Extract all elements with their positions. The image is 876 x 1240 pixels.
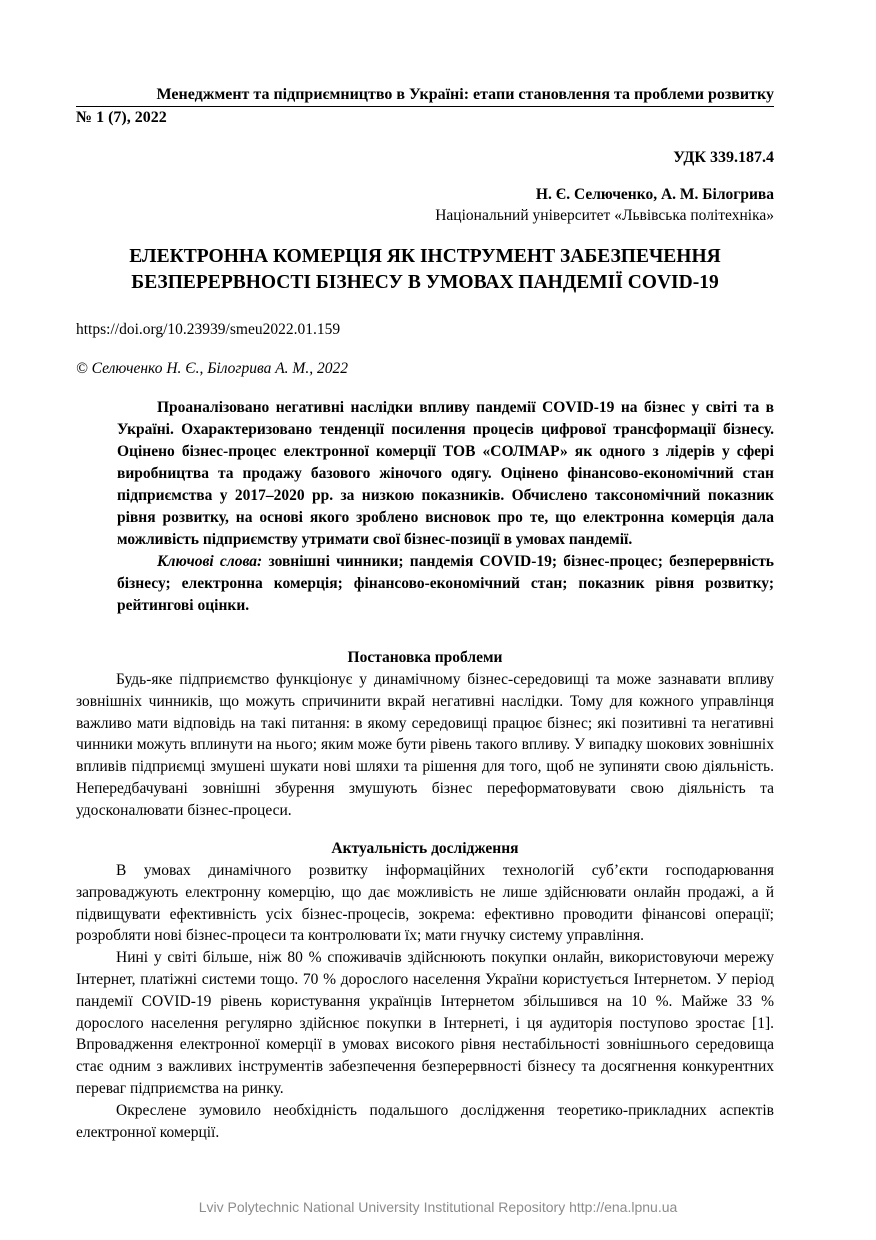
issue-number: № 1 (7), 2022 [76,109,167,126]
paragraph: В умовах динамічного розвитку інформаційних технологій суб’єкти господарювання запроваджують електронну комерцію, що дає можливість не лише здійснювати онлайн продажі, а й підвищувати ефективність усіх бізнес-процесів, зокрема: ефективно проводити фінансові операції; розробляти нові бізнес-процеси та контролювати їх; мати гнучку систему управління. [76,862,774,945]
udk-code: УДК 339.187.4 [673,149,774,166]
abstract [117,397,774,617]
section-heading-problem: Постановка проблеми [347,649,503,666]
doi-link[interactable]: https://doi.org/10.23939/smeu2022.01.159 [76,321,341,338]
section-body-relevance [76,860,774,1143]
keywords [117,551,774,617]
copyright: © Селюченко Н. Є., Білогрива А. М., 2022 [76,360,348,377]
keywords-text: зовнішні чинники; пандемія COVID-19; бізнес-процес; безперервність бізнесу; електронна комерція; фінансово-економічний стан; показник рівня розвитку; рейтингові оцінки. [117,553,775,614]
paragraph: Нині у світі більше, ніж 80 % споживачів здійснюють покупки онлайн, використовуючи мережу Інтернет, платіжні системи тощо. 70 % дорослого населення України користується Інтернетом. У період пандемії COVID-19 рівень користування українців Інтернетом збільшився на 10 %. Майже 33 % дорослого населення регулярно здійснює покупки в Інтернеті, і ця аудиторія поступово зростає [1]. Впровадження електронної комерції в умовах високого рівня нестабільності зовнішнього середовища стає одним з важливих інструментів забезпечення безперервності бізнесу та досягнення конкурентних переваг підприємства на ринку. [76,949,774,1097]
affiliation: Національний університет «Львівська політехніка» [435,207,774,224]
authors: Н. Є. Селюченко, А. М. Білогрива [535,186,774,203]
repository-footer: Lviv Polytechnic National University Institutional Repository http://ena.lpnu.ua [198,1199,678,1215]
keywords-label: Ключові слова: [157,553,263,570]
section-heading-relevance: Актуальність дослідження [331,840,519,857]
article-title-line-1: ЕЛЕКТРОННА КОМЕРЦІЯ ЯК ІНСТРУМЕНТ ЗАБЕЗПЕЧЕННЯ [129,246,721,267]
section-body-problem [76,669,774,822]
abstract-text: Проаналізовано негативні наслідки впливу пандемії COVID-19 на бізнес у світі та в Україні. Охарактеризовано тенденції посилення процесів цифрової трансформації бізнесу. Оцінено бізнес-процес електронної комерції ТОВ «СОЛМАР» як одного з лідерів у сфері виробництва та продажу базового жіночого одягу. Оцінено фінансово-економічний стан підприємства у 2017–2020 рр. за низкою показників. Обчислено таксономічний показник рівня розвитку, на основі якого зроблено висновок про те, що електронна комерція дала можливість підприємству утримати свої бізнес-позиції в умовах пандемії. [117,399,774,548]
paragraph: Окреслене зумовило необхідність подальшого дослідження теоретико-прикладних аспектів електронної комерції. [76,1101,774,1141]
article-title [76,244,774,296]
article-title-line-2: БЕЗПЕРЕРВНОСТІ БІЗНЕСУ В УМОВАХ ПАНДЕМІЇ COVID-19 [131,272,719,293]
paragraph: Будь-яке підприємство функціонує у динамічному бізнес-середовищі та може зазнавати впливу зовнішніх чинників, що можуть спричинити вкрай негативні наслідки. Тому для кожного управлінця важливо мати відповідь на такі питання: в якому середовищі працює бізнес; які позитивні та негативні чинники можуть вплинути на нього; яким може бути рівень такого впливу. У випадку шокових зовнішніх впливів підприємці змушені шукати нові шляхи та рішення для того, щоб не зупиняти свою діяльність. Непередбачувані зовнішні збурення змушують бізнес переформатовувати свою діяльність та удосконалювати бізнес-процеси. [76,671,774,819]
journal-header: Менеджмент та підприємництво в Україні: етапи становлення та проблеми розвитку [76,84,774,107]
